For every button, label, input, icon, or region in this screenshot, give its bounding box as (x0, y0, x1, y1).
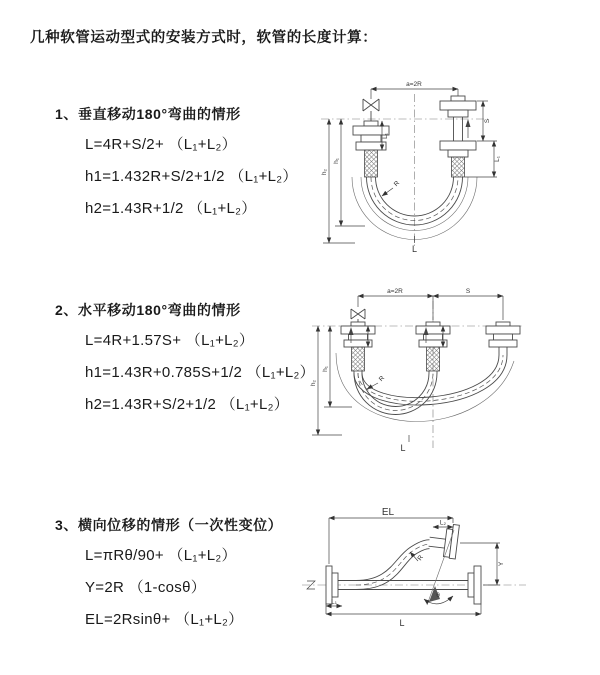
flange-right-lower (440, 141, 476, 177)
dim-label-el: EL (381, 507, 395, 518)
dim-label-s: S (484, 118, 491, 124)
section-vertical-movement (55, 104, 298, 217)
formula-line: L=πRθ/90+ （L₁+L₂） (85, 547, 237, 564)
dim-label-h1: h₁ (333, 158, 340, 164)
dim-label-r: R (377, 374, 387, 384)
valve-icon (363, 99, 379, 121)
braided-hose-section (352, 347, 365, 371)
valve-icon (351, 309, 365, 322)
braided-hose-section (365, 150, 378, 177)
movement-arrow-up (466, 119, 471, 138)
flange-left (353, 121, 389, 177)
section-3-heading: 3、横向位移的情形（一次性变位） (55, 517, 283, 533)
formula-line: EL=2Rsinθ+ （L₁+L₂） (85, 611, 244, 628)
braided-hose-section (452, 157, 465, 177)
formula-line: L=4R+1.57S+ （L₁+L₂） (85, 332, 255, 349)
dim-label-span: a=2R (406, 81, 422, 88)
formula-line: h1=1.432R+S/2+1/2 （L₁+L₂） (85, 168, 298, 185)
construction-line (427, 530, 454, 605)
flange-right (486, 322, 520, 347)
dim-label-length: L (399, 618, 405, 628)
formula-line: h2=1.43R+1/2 （L₁+L₂） (85, 200, 257, 217)
hose-outer-wall (367, 177, 463, 225)
dim-label-theta: θ (436, 592, 440, 599)
section-horizontal-movement (55, 300, 315, 413)
diagram-lateral-displacement (298, 506, 590, 628)
section-lateral-displacement (55, 515, 282, 628)
diagram-horizontal-180-bend (306, 283, 551, 455)
flange-right-upper (440, 96, 476, 117)
radius-leader (382, 188, 393, 196)
diagram-vertical-180-bend (313, 76, 538, 256)
section-2-heading: 2、水平移动180°弯曲的情形 (55, 302, 241, 318)
dim-label-r: R (392, 179, 402, 189)
dim-label-l1: L₁ (382, 133, 389, 139)
dim-label-l2: L₂ (439, 519, 447, 527)
braided-hose-section (427, 347, 440, 371)
dim-label-y: Y (498, 561, 505, 567)
dim-label-s: S (465, 288, 471, 295)
dim-label-h1: h₁ (322, 366, 329, 372)
dim-label-r: R (416, 554, 425, 563)
flange-right (468, 566, 481, 604)
flange-upper (427, 519, 459, 559)
dim-label-l1: L₁ (494, 156, 501, 162)
dim-label-span: a=2R (387, 288, 403, 295)
dim-label-length: L (411, 244, 418, 254)
formula-line: Y=2R （1-cosθ） (85, 579, 207, 596)
dim-label-h2: h₂ (310, 379, 317, 387)
page-title: 几种软管运动型式的安装方式时，软管的长度计算： (30, 30, 378, 46)
flange-left (341, 322, 375, 371)
section-1-heading: 1、垂直移动180°弯曲的情形 (55, 106, 241, 122)
dim-label-l1: L₁ (331, 598, 337, 606)
formula-line: h1=1.43R+0.785S+1/2 （L₁+L₂） (85, 364, 315, 381)
dim-label-length: L (400, 443, 406, 453)
formula-line: h2=1.43R+S/2+1/2 （L₁+L₂） (85, 396, 290, 413)
flange-middle (416, 322, 450, 371)
dim-label-h2: h₂ (321, 168, 328, 176)
formula-line: L=4R+S/2+ （L₁+L₂） (85, 136, 237, 153)
